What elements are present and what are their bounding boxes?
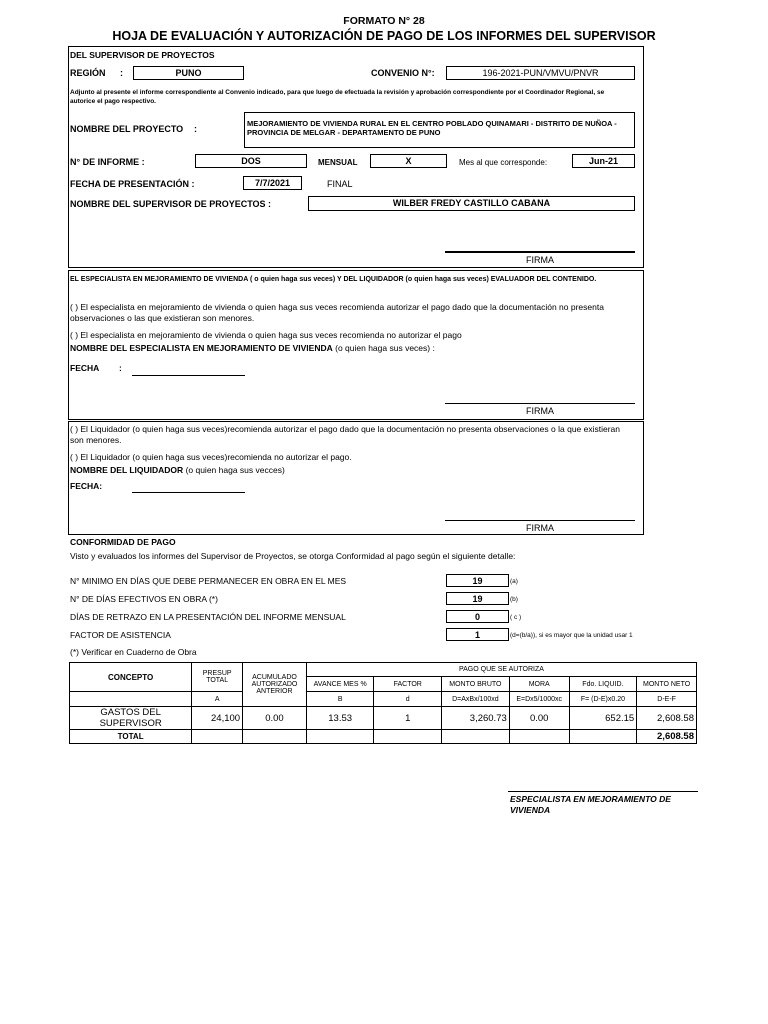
liquidador-name-suffix: (o quien haga sus vecces)	[185, 465, 285, 475]
dias-minimo-field[interactable]: 19	[446, 574, 509, 587]
dias-efectivos-field[interactable]: 19	[446, 592, 509, 605]
liquidador-option-reject[interactable]: ( ) El Liquidador (o quien haga sus veces)recomienda no autorizar el pago.	[70, 452, 352, 462]
payment-table	[69, 662, 697, 744]
final-label: FINAL	[327, 179, 353, 189]
total-empty-1	[192, 730, 243, 744]
informe-label: N° DE INFORME :	[70, 157, 145, 167]
especialista-signature-line	[445, 403, 635, 404]
th-mora: MORA	[509, 677, 569, 692]
especialista-name-label: NOMBRE DEL ESPECIALISTA EN MEJORAMIENTO DE VIVIENDA	[70, 343, 333, 353]
supervisor-heading: DEL SUPERVISOR DE PROYECTOS	[70, 50, 215, 60]
formula-mora: E=Dx5/1000xc	[509, 692, 569, 707]
region-label: REGIÓN	[70, 68, 106, 78]
especialista-name-suffix: (o quien haga sus veces) :	[335, 343, 435, 353]
th-factor: FACTOR	[374, 677, 442, 692]
total-empty-5	[441, 730, 509, 744]
dias-minimo-note: (a)	[510, 578, 518, 585]
factor-asistencia-note: (d=(b/a)), si es mayor que la unidad usar 1	[510, 632, 633, 639]
especialista-name-row	[70, 343, 435, 353]
cell-mora: 0.00	[509, 707, 569, 730]
mensual-label: MENSUAL	[318, 158, 358, 167]
fecha-presentacion-label: FECHA DE PRESENTACIÓN :	[70, 179, 195, 189]
conformidad-heading: CONFORMIDAD DE PAGO	[70, 537, 176, 547]
mes-field[interactable]: Jun-21	[572, 154, 635, 168]
total-row	[70, 730, 697, 744]
cell-fdo: 652.15	[569, 707, 637, 730]
signature-line	[445, 251, 635, 253]
total-label: TOTAL	[70, 730, 192, 744]
total-value: 2,608.58	[637, 730, 697, 744]
liquidador-fecha-line[interactable]	[132, 492, 245, 493]
table-row	[70, 707, 697, 730]
th-concepto: CONCEPTO	[70, 663, 192, 692]
th-monto-neto: MONTO NETO	[637, 677, 697, 692]
project-label: NOMBRE DEL PROYECTO	[70, 124, 184, 134]
supervisor-name-label: NOMBRE DEL SUPERVISOR DE PROYECTOS :	[70, 199, 272, 209]
mensual-checkbox[interactable]: X	[370, 154, 447, 168]
th-acumulado: ACUMULADO AUTORIZADO ANTERIOR	[243, 663, 307, 707]
cell-monto-bruto: 3,260.73	[441, 707, 509, 730]
especialista-heading: EL ESPECIALISTA EN MEJORAMIENTO DE VIVIENDA ( o quien haga sus veces) Y DEL LIQUIDADOR (o quien haga sus veces) EVALUADOR DEL CONTENIDO.	[70, 276, 597, 283]
especialista-fecha-label: FECHA	[70, 363, 100, 373]
page-title: HOJA DE EVALUACIÓN Y AUTORIZACIÓN DE PAGO DE LOS INFORMES DEL SUPERVISOR	[112, 29, 656, 43]
convenio-field[interactable]: 196-2021-PUN/VMVU/PNVR	[446, 66, 635, 80]
especialista-signature-label: ESPECIALISTA EN MEJORAMIENTO DE VIVIENDA	[510, 794, 671, 815]
submission-note: Adjunto al presente el informe correspondiente al Convenio indicado, para que luego de efectuada la revisión y aprobación correspondiente por el Coordinador Regional, se autorice el pago respectivo.	[70, 89, 605, 105]
cell-concepto: GASTOS DEL SUPERVISOR	[70, 707, 192, 730]
project-name: MEJORAMIENTO DE VIVIENDA RURAL EN EL CENTRO POBLADO QUINAMARI - DISTRITO DE NUÑOA - PROVINCIA DE MELGAR - DEPARTAMENTO DE PUNO	[247, 119, 617, 137]
especialista-option-reject[interactable]: ( ) El especialista en mejoramiento de vivienda o quien haga sus veces recomienda no autorizar el pago	[70, 330, 462, 340]
format-number: FORMATO N° 28	[343, 15, 425, 27]
fecha-presentacion-field[interactable]: 7/7/2021	[243, 176, 302, 190]
cell-acumulado: 0.00	[243, 707, 307, 730]
region-field[interactable]: PUNO	[133, 66, 244, 80]
liquidador-firma-label: FIRMA	[526, 523, 554, 533]
region-colon: :	[120, 68, 123, 78]
total-empty-7	[569, 730, 637, 744]
total-empty-2	[243, 730, 307, 744]
mes-label: Mes al que corresponde:	[459, 158, 548, 167]
formula-concepto-empty	[70, 692, 192, 707]
convenio-label: CONVENIO N°:	[371, 68, 435, 78]
conformidad-intro: Visto y evaluados los informes del Supervisor de Proyectos, se otorga Conformidad al pago según el siguiente detalle:	[70, 551, 516, 561]
dias-minimo-label: N° MINIMO EN DÍAS QUE DEBE PERMANECER EN OBRA EN EL MES	[70, 576, 347, 586]
especialista-fecha-line[interactable]	[132, 375, 245, 376]
th-avance: AVANCE MES %	[306, 677, 374, 692]
formula-fdo: F= (D-E)x0.20	[569, 692, 637, 707]
especialista-final-signature-line	[508, 791, 698, 792]
liquidador-name-label: NOMBRE DEL LIQUIDADOR	[70, 465, 184, 475]
formula-a: A	[192, 692, 243, 707]
liquidador-fecha-label: FECHA:	[70, 481, 103, 491]
especialista-fecha-colon: :	[119, 363, 122, 373]
dias-retrazo-field[interactable]: 0	[446, 610, 509, 623]
formula-neto: D-E-F	[637, 692, 697, 707]
dias-efectivos-label: N° DE DÍAS EFECTIVOS EN OBRA (*)	[70, 594, 218, 604]
formula-b: B	[306, 692, 374, 707]
liquidador-signature-line	[445, 520, 635, 521]
dias-retrazo-note: ( c )	[510, 614, 522, 621]
th-pago-autoriza: PAGO QUE SE AUTORIZA	[306, 663, 696, 677]
informe-field[interactable]: DOS	[195, 154, 307, 168]
cell-avance: 13.53	[306, 707, 374, 730]
factor-asistencia-label: FACTOR DE ASISTENCIA	[70, 630, 171, 640]
total-empty-6	[509, 730, 569, 744]
cell-monto-neto: 2,608.58	[637, 707, 697, 730]
supervisor-name-field[interactable]: WILBER FREDY CASTILLO CABANA	[308, 196, 635, 211]
th-monto-bruto: MONTO BRUTO	[441, 677, 509, 692]
liquidador-option-approve[interactable]: ( ) El Liquidador (o quien haga sus veces)recomienda autorizar el pago dado que la documentación no presenta observaciones o la que existieran son menores.	[70, 424, 621, 445]
especialista-option-approve[interactable]: ( ) El especialista en mejoramiento de vivienda o quien haga sus veces recomienda autorizar el pago dado que la documentación no presenta observaciones o las que existieran son menores.	[70, 302, 604, 323]
factor-asistencia-field[interactable]: 1	[446, 628, 509, 641]
liquidador-name-row	[70, 465, 285, 475]
total-empty-3	[306, 730, 374, 744]
formula-bruto: D=AxBx/100xd	[441, 692, 509, 707]
th-presup: PRESUP TOTAL	[192, 663, 243, 692]
th-fdo: Fdo. LIQUID.	[569, 677, 637, 692]
cell-presup: 24,100	[192, 707, 243, 730]
dias-retrazo-label: DÍAS DE RETRAZO EN LA PRESENTACIÓN DEL INFORME MENSUAL	[70, 612, 346, 622]
project-colon: :	[194, 124, 197, 134]
firma-label: FIRMA	[526, 255, 554, 265]
formula-d: d	[374, 692, 442, 707]
dias-efectivos-note: (b)	[510, 596, 518, 603]
total-empty-4	[374, 730, 442, 744]
cell-factor: 1	[374, 707, 442, 730]
especialista-firma-label: FIRMA	[526, 406, 554, 416]
conformidad-footnote: (*) Verificar en Cuaderno de Obra	[70, 647, 197, 657]
